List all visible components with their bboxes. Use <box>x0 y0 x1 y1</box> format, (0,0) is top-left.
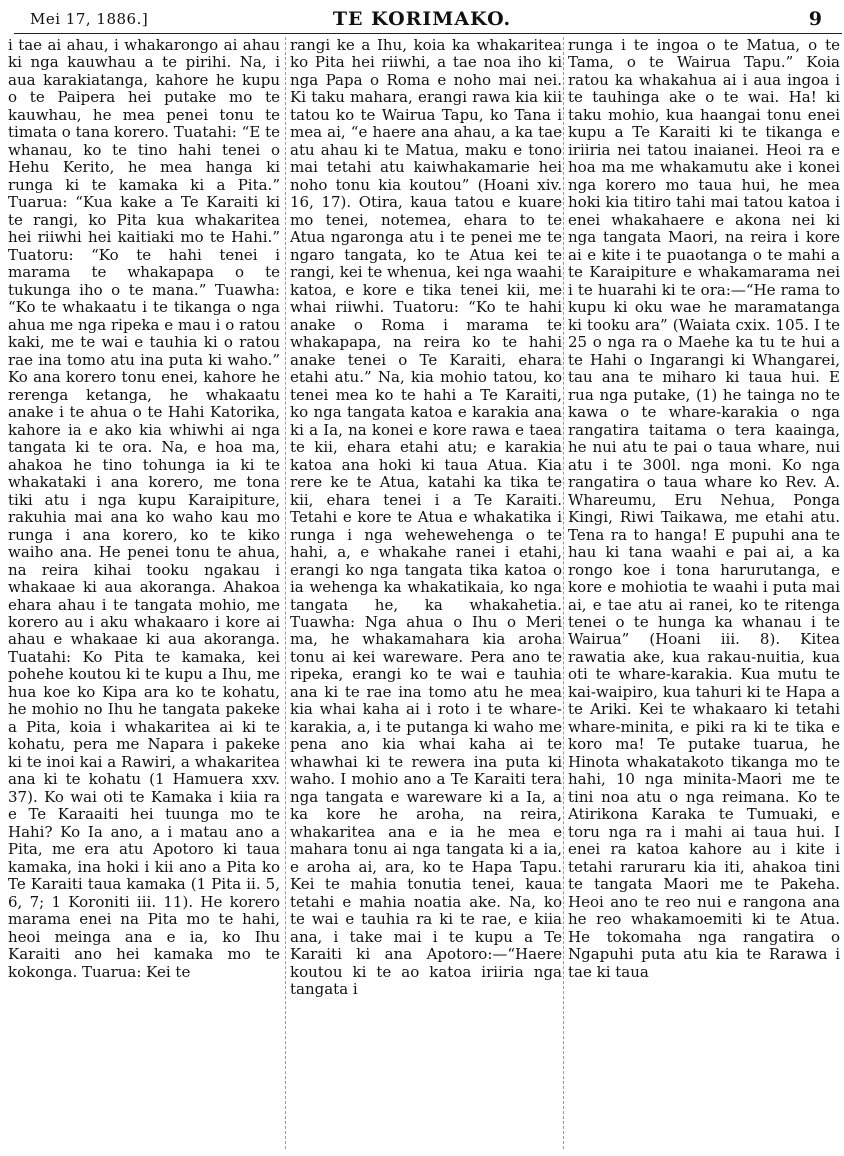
text-column-3 <box>568 37 840 1153</box>
column-2-text: rangi ke a Ihu, koia ka whakaritea ko Pita hei riiwhi, a tae noa iho ki nga Papa o Roma e noho mai nei. Ki taku mahara, erangi rawa kia kii tatou ko te Wairua Tapu, ko Tana i mea ai, “e haere ana ahau, a ka tae atu ahau ki te Matua, maku e tono mai tetahi atu kaiwhakamarie hei noho tonu kia koutou” (Hoani xiv. 16, 17). Otira, kaua tatou e kuare mo tenei, notemea, ehara to te Atua ngaronga atu i te penei me te ngaro tangata, ko te Atua kei te rangi, kei te whenua, kei nga waahi katoa, e kore e tika tenei kii, me whai riiwhi. Tuatoru: “Ko te hahi anake o Roma i marama te whakapapa, na reira ko te hahi anake tenei o Te Karaiti, ehara etahi atu.” Na, kia mohio tatou, ko tenei mea ko te hahi a Te Karaiti, ko nga tangata katoa e karakia ana ki a Ia, na konei e kore rawa e taea te kii, ehara etahi atu; e karakia katoa ana hoki ki taua Atua. Kia rere ke te Atua, katahi ka tika te kii, ehara tenei i a Te Karaiti. Tetahi e kore te Atua e whakatika i runga i nga wehewehenga o te hahi, a, e whakahe ranei i etahi, erangi ko nga tangata tika katoa o ia wehenga ka whakatikaia, ko nga tangata he, ka whakahetia. Tuawha: Nga ahua o Ihu o Meri ma, he whakamahara kia aroha tonu ai kei wareware. Pera ano te ripeka, erangi ko te wai e tauhia ana ki te rae ina tomo atu he mea kia whai kaha ai i roto i te whare-karakia, a, i te putanga ki waho me pena ano kia whai kaha ai te whawhai ki te rewera ina puta ki waho. I mohio ano a Te Karaiti tera nga tangata e wareware ki a Ia, a ka kore he aroha, na reira, whakaritea ana e ia he mea e mahara tonu ai nga tangata ki a ia, e aroha ai, ara, ko te Hapa Tapu. Kei te mahia tonutia tenei, kaua tetahi e mahia noatia ake. Na, ko te wai e tauhia ra ki te rae, e kiia ana, i take mai i te kupu a Te Karaiti ki ana Apotoro:—“Haere koutou ki te ao katoa iriiria nga tangata i <box>290 37 562 999</box>
column-divider-1 <box>285 37 286 1149</box>
text-column-1 <box>8 37 280 1153</box>
text-column-2 <box>290 37 562 1153</box>
issue-date: Mei 17, 1886.] <box>30 10 149 28</box>
column-1-text: i tae ai ahau, i whakarongo ai ahau ki nga kauwhau a te pirihi. Na, i aua karakiatanga, kahore he kupu o te Paipera hei putake mo te kauwhau, he mea penei tonu te timata o tana korero. Tuatahi: “E te whanau, ko te tino hahi tenei o Hehu Kerito, he mea hanga ki runga ki te kamaka ki a Pita.” Tuarua: “Kua kake a Te Karaiti ki te rangi, ko Pita kua whakaritea hei riiwhi hei kaitiaki mo te Hahi.” Tuatoru: “Ko te hahi tenei i marama te whakapapa o te tukunga iho o te mana.” Tuawha: “Ko te whakaatu i te tikanga o nga ahua me nga ripeka e mau i o ratou kaki, me te wai e tauhia ki o ratou rae ina tomo atu ina puta ki waho.” Ko ana korero tonu enei, kahore he rerenga ketanga, he whakaatu anake i te ahua o te Hahi Katorika, kahore ia e ako kia whiwhi ai nga tangata ki te ora. Na, e hoa ma, ahakoa he tino tohunga ia ki te whakataki i ana korero, me tona tiki atu i nga kupu Karaipiture, rakuhia mai ana ko waho kau mo runga i ana korero, ko te kiko waiho ana. He penei tonu te ahua, na reira kihai tooku ngakau i whakaae ki aua akoranga. Ahakoa ehara ahau i te tangata mohio, me korero au i aku whakaaro i kore ai ahau e whakaae ki aua akoranga. Tuatahi: Ko Pita te kamaka, kei pohehe koutou ki te kupu a Ihu, me hua koe ko Kipa ara ko te kohatu, he mohio no Ihu he tangata pakeke a Pita, koia i whakaritea ai ki te kohatu, pera me Napara i pakeke ki te inoi kai a Rawiri, a whakaritea ana ki te kohatu (1 Hamuera xxv. 37). Ko wai oti te Kamaka i kiia ra e Te Karaaiti hei tuunga mo te Hahi? Ko Ia ano, a i matau ano a Pita, me era atu Apotoro ki taua kamaka, ina hoki i kii ano a Pita ko Te Karaiti taua kamaka (1 Pita ii. 5, 6, 7; 1 Koroniti iii. 11). He korero marama enei na Pita mo te hahi, heoi meinga ana e ia, ko Ihu Karaiti ano hei kamaka mo te kokonga. Tuarua: Kei te <box>8 37 280 981</box>
page-number: 9 <box>808 8 822 30</box>
column-divider-2 <box>563 37 564 1149</box>
column-3-text: runga i te ingoa o te Matua, o te Tama, o te Wairua Tapu.” Koia ratou ka whakahua ai i aua ingoa i te tauhinga ake o te wai. Ha! ki taku mohio, kua haangai tonu enei kupu a Te Karaiti ki te tikanga e iriiria nei tatou inaianei. Heoi ra e hoa ma me whakamutu ake i konei nga korero mo taua hui, he mea hoki kia titiro tahi mai tatou katoa i enei whakahaere e akona nei ki nga tangata Maori, na reira i kore ai e kite i te puaotanga o te mahi a te Karaipiture e whakamarama nei i te huarahi ki te ora:—“He rama to kupu ki oku wae he maramatanga ki tooku ara” (Waiata cxix. 105. I te 25 o nga ra o Maehe ka tu te hui a te Hahi o Ingarangi ki Whangarei, tau ana te miharo ki taua hui. E rua nga putake, (1) he tainga no te kawa o te whare-karakia o nga rangatira taitama o tera kaainga, he nui atu te pai o taua whare, nui atu i te 300l. nga moni. Ko nga rangatira o taua whare ko Rev. A. Whareumu, Eru Nehua, Ponga Kingi, Riwi Taikawa, me etahi atu. Tena ra to hanga! E pupuhi ana te hau ki tana waahi e pai ai, a ka rongo koe i tona harurutanga, e kore e mohiotia te waahi i puta mai ai, e tae atu ai ranei, ko te ritenga tenei o te hunga ka whanau i te Wairua” (Hoani iii. 8). Kitea rawatia ake, kua rakau-nuitia, kua oti te whare-karakia. Kua mutu te kai-waipiro, kua tahuri ki te Hapa a te Ariki. Kei te whakaaro ki tetahi whare-minita, e piki ra ki te tika e koro ma! Te putake tuarua, he Hinota whakatakoto tikanga mo te hahi, 10 nga minita-Maori me te tini noa atu o nga reimana. Ko te Atirikona Karaka te Tumuaki, e toru nga ra i mahi ai taua hui. I enei ra katoa kahore au i kite i tetahi raruraru kia iti, ahakoa tini te tangata Maori me te Pakeha. Heoi ano te reo nui e rangona ana he reo whakamoemiti ki te Atua. He tokomaha nga rangatira o Ngapuhi puta atu kia te Rarawa i tae ki taua <box>568 37 840 981</box>
header-rule <box>14 33 842 34</box>
newspaper-title: TE KORIMAKO. <box>332 8 512 30</box>
